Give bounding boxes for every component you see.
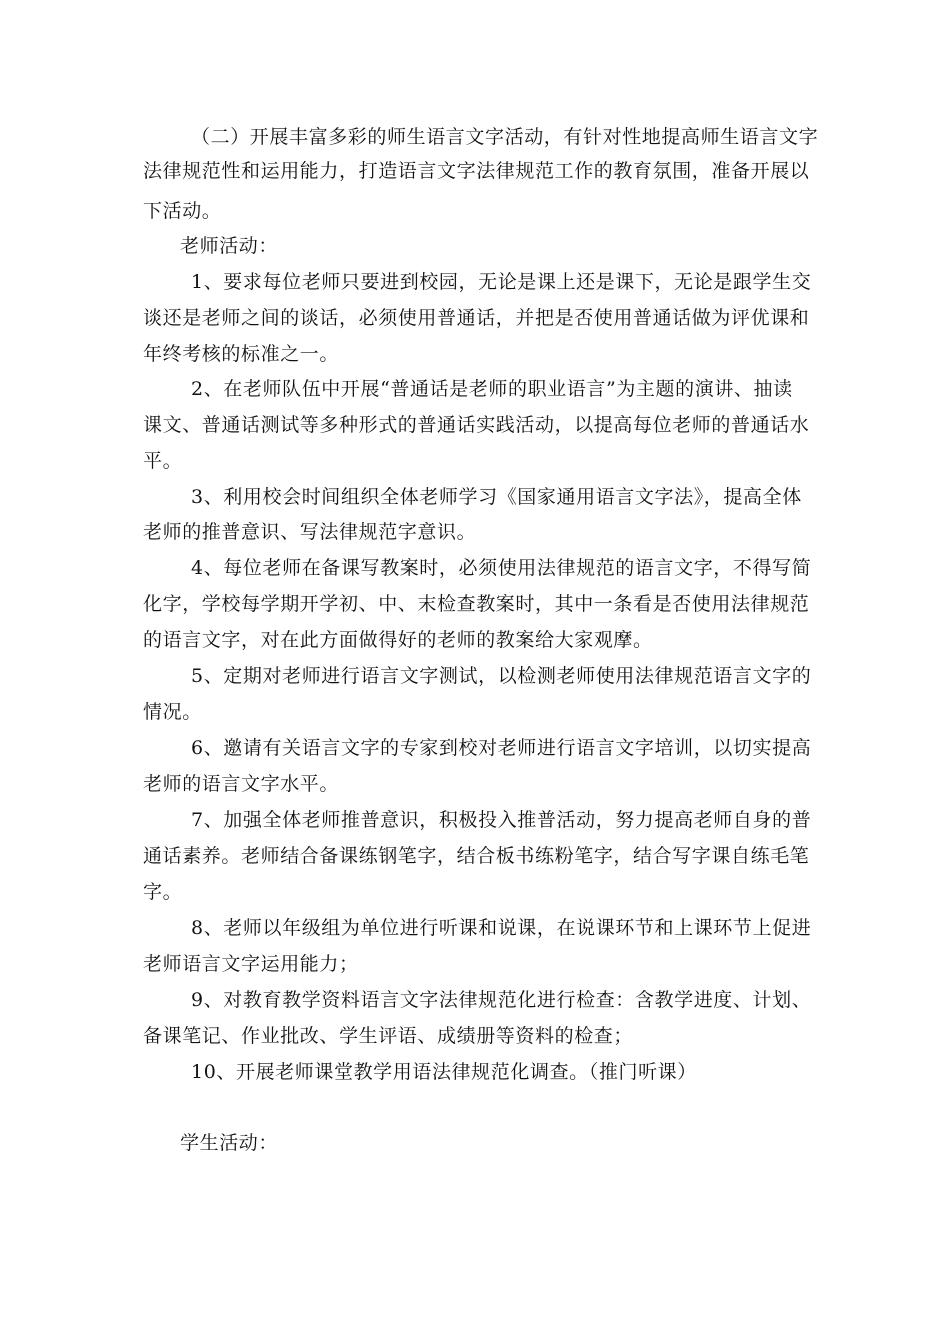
- paragraph-line: 1、要求每位老师只要进到校园，无论是课上还是课下，无论是跟学生交: [191, 271, 812, 293]
- paragraph-line: 8、老师以年级组为单位进行听课和说课，在说课环节和上课环节上促进: [191, 917, 812, 939]
- section-heading: 学生活动：: [180, 1132, 279, 1154]
- paragraph-line: 平。: [143, 450, 183, 472]
- paragraph-line: 下活动。: [143, 200, 222, 222]
- paragraph-line: 老师的推普意识、写法律规范字意识。: [143, 521, 477, 543]
- section-heading: 老师活动：: [180, 235, 279, 257]
- paragraph-line: 备课笔记、作业批改、学生评语、成绩册等资料的检查；: [143, 1025, 634, 1047]
- paragraph-line: 法律规范性和运用能力，打造语言文字法律规范工作的教育氛围，准备开展以: [143, 160, 810, 182]
- paragraph-line: （二）开展丰富多彩的师生语言文字活动，有针对性地提高师生语言文字: [191, 126, 819, 148]
- paragraph-line: 4、每位老师在备课写教案时，必须使用法律规范的语言文字，不得写简: [191, 557, 812, 579]
- paragraph-line: 化字，学校每学期开学初、中、末检查教案时，其中一条看是否使用法律规范: [143, 593, 810, 615]
- paragraph-line: 7、加强全体老师推普意识，积极投入推普活动，努力提高老师自身的普: [191, 809, 812, 831]
- paragraph-line: 3、利用校会时间组织全体老师学习《国家通用语言文字法》，提高全体: [191, 486, 802, 508]
- paragraph-line: 老师语言文字运用能力；: [143, 953, 359, 975]
- paragraph-line: 情况。: [143, 701, 202, 723]
- paragraph-line: 的语言文字，对在此方面做得好的老师的教案给大家观摩。: [143, 629, 653, 651]
- paragraph-line: 谈还是老师之间的谈话，必须使用普通话，并把是否使用普通话做为评优课和: [143, 307, 810, 329]
- paragraph-line: 通话素养。老师结合备课练钢笔字，结合板书练粉笔字，结合写字课自练毛笔: [143, 845, 810, 867]
- paragraph-line: 课文、普通话测试等多种形式的普通话实践活动，以提高每位老师的普通话水: [143, 414, 810, 436]
- paragraph-line: 字。: [143, 881, 183, 903]
- paragraph-line: 老师的语言文字水平。: [143, 773, 340, 795]
- paragraph-line: 5、定期对老师进行语言文字测试，以检测老师使用法律规范语言文字的: [191, 665, 812, 687]
- paragraph-line: 9、对教育教学资料语言文字法律规范化进行检查：含教学进度、计划、: [191, 989, 812, 1011]
- paragraph-line: 年终考核的标准之一。: [143, 343, 340, 365]
- paragraph-line: 10、开展老师课堂教学用语法律规范化调查。（推门听课）: [191, 1061, 697, 1083]
- paragraph-line: 2、在老师队伍中开展“普通话是老师的职业语言”为主题的演讲、抽读: [191, 378, 793, 400]
- paragraph-line: 6、邀请有关语言文字的专家到校对老师进行语言文字培训，以切实提高: [191, 737, 812, 759]
